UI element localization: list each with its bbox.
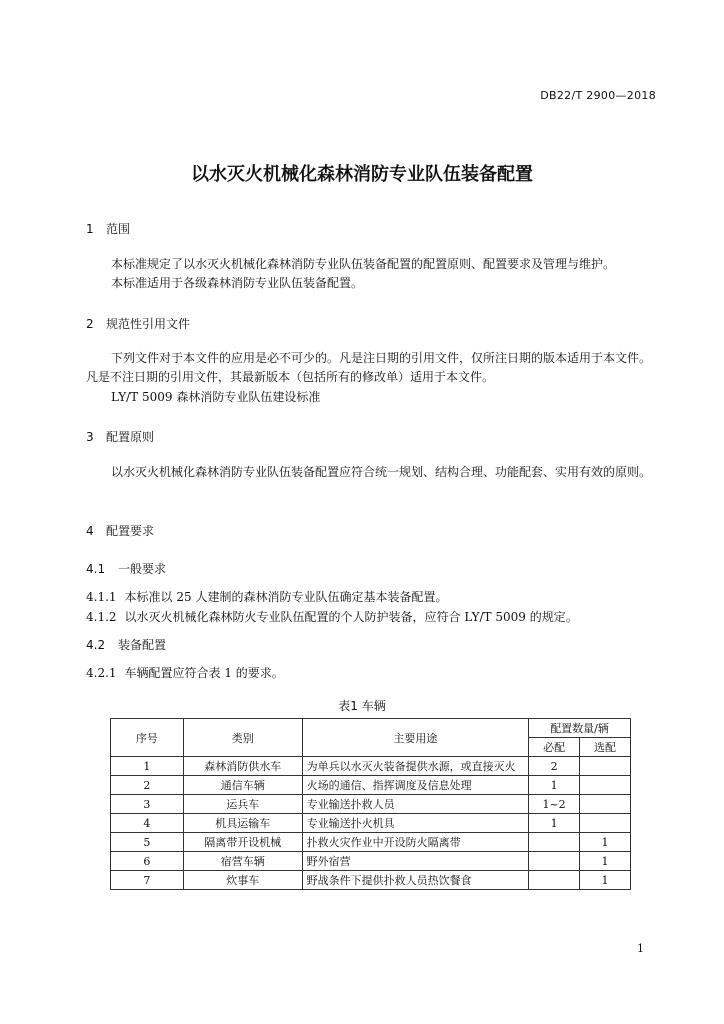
- cell-seq: 3: [111, 795, 184, 814]
- cell-optional: [580, 814, 631, 833]
- cell-seq: 7: [111, 871, 184, 890]
- cell-seq: 4: [111, 814, 184, 833]
- cell-required: 1~2: [529, 795, 580, 814]
- section-number: 1: [86, 222, 94, 236]
- cell-category: 宿营车辆: [183, 852, 302, 871]
- cell-optional: 1: [580, 833, 631, 852]
- subsection-4-2-heading: [86, 636, 166, 653]
- clause-number: 4.1.1: [86, 590, 117, 604]
- subsection-4-1-heading: [86, 560, 166, 577]
- cell-category: 通信车辆: [183, 776, 302, 795]
- subsection-number: 4.1: [86, 562, 106, 576]
- cell-required: 1: [529, 814, 580, 833]
- cell-use: 为单兵以水灭火装备提供水源，或直接灭火: [302, 757, 529, 776]
- section-title: 配置原则: [106, 430, 155, 444]
- cell-use: 扑救火灾作业中开设防火隔离带: [302, 833, 529, 852]
- section-title: 范围: [106, 222, 131, 236]
- subsection-number: 4.2: [86, 638, 106, 652]
- section-2-reference: LY/T 5009 森林消防专业队伍建设标准: [111, 390, 321, 404]
- table-row: [111, 814, 631, 833]
- cell-category: 运兵车: [183, 795, 302, 814]
- cell-optional: [580, 795, 631, 814]
- subsection-title: 装备配置: [118, 638, 167, 652]
- cell-use: 专业输送扑火机具: [302, 814, 529, 833]
- section-3-paragraph-1: 以水灭火机械化森林消防专业队伍装备配置应符合统一规划、结构合理、功能配套、实用有效的原则。: [111, 465, 652, 479]
- cell-seq: 6: [111, 852, 184, 871]
- clause-text: 以水灭火机械化森林防火专业队伍配置的个人防护装备，应符合 LY/T 5009 的规定。: [124, 610, 578, 624]
- clause-number: 4.2.1: [86, 666, 117, 680]
- section-number: 2: [86, 317, 94, 331]
- header-required: 必配: [529, 738, 580, 757]
- table-row: [111, 795, 631, 814]
- page-number: 1: [637, 942, 644, 955]
- clause-text: 本标准以 25 人建制的森林消防专业队伍确定基本装备配置。: [124, 590, 448, 604]
- clause-4-2-1: [86, 664, 284, 681]
- cell-category: 隔离带开设机械: [183, 833, 302, 852]
- cell-required: 1: [529, 776, 580, 795]
- header-seq: 序号: [111, 719, 184, 757]
- table-caption: 表1 车辆: [338, 699, 386, 713]
- section-1-paragraph-1: 本标准规定了以水灭火机械化森林消防专业队伍装备配置的配置原则、配置要求及管理与维护。: [111, 257, 616, 271]
- cell-use: 野外宿营: [302, 852, 529, 871]
- cell-category: 炊事车: [183, 871, 302, 890]
- header-use: 主要用途: [302, 719, 529, 757]
- cell-use: 专业输送扑救人员: [302, 795, 529, 814]
- cell-category: 森林消防供水车: [183, 757, 302, 776]
- table-row: [111, 852, 631, 871]
- cell-required: [529, 833, 580, 852]
- cell-optional: 1: [580, 852, 631, 871]
- section-number: 4: [86, 524, 94, 538]
- table-row: [111, 833, 631, 852]
- cell-optional: [580, 776, 631, 795]
- subsection-title: 一般要求: [118, 562, 167, 576]
- section-3-heading: [86, 428, 154, 445]
- vehicle-table: [110, 718, 631, 890]
- cell-required: 2: [529, 757, 580, 776]
- cell-use: 野战条件下提供扑救人员热饮餐食: [302, 871, 529, 890]
- table-row: [111, 871, 631, 890]
- header-quantity: 配置数量/辆: [529, 719, 631, 738]
- section-2-paragraph-1: 下列文件对于本文件的应用是必不可少的。凡是注日期的引用文件，仅所注日期的版本适用于本文件。凡是不注日期的引用文件，其最新版本（包括所有的修改单）适用于本文件。: [86, 351, 652, 384]
- section-number: 3: [86, 430, 94, 444]
- cell-use: 火场的通信、指挥调度及信息处理: [302, 776, 529, 795]
- header-optional: 选配: [580, 738, 631, 757]
- clause-number: 4.1.2: [86, 610, 117, 624]
- cell-seq: 1: [111, 757, 184, 776]
- section-title: 规范性引用文件: [106, 317, 191, 331]
- cell-seq: 2: [111, 776, 184, 795]
- section-1-heading: [86, 220, 130, 237]
- cell-category: 机具运输车: [183, 814, 302, 833]
- page-title: 以水灭火机械化森林消防专业队伍装备配置: [191, 164, 533, 185]
- cell-optional: [580, 757, 631, 776]
- cell-required: [529, 871, 580, 890]
- section-title: 配置要求: [106, 524, 155, 538]
- header-category: 类别: [183, 719, 302, 757]
- clause-4-1-2: [86, 608, 578, 625]
- table-row: [111, 757, 631, 776]
- section-4-heading: [86, 522, 154, 539]
- table-row: [111, 776, 631, 795]
- clause-4-1-1: [86, 588, 447, 605]
- cell-optional: 1: [580, 871, 631, 890]
- cell-seq: 5: [111, 833, 184, 852]
- clause-text: 车辆配置应符合表 1 的要求。: [124, 666, 284, 680]
- section-2-heading: [86, 315, 190, 332]
- document-code: DB22/T 2900—2018: [540, 89, 656, 102]
- section-1-paragraph-2: 本标准适用于各级森林消防专业队伍装备配置。: [111, 276, 364, 290]
- cell-required: [529, 852, 580, 871]
